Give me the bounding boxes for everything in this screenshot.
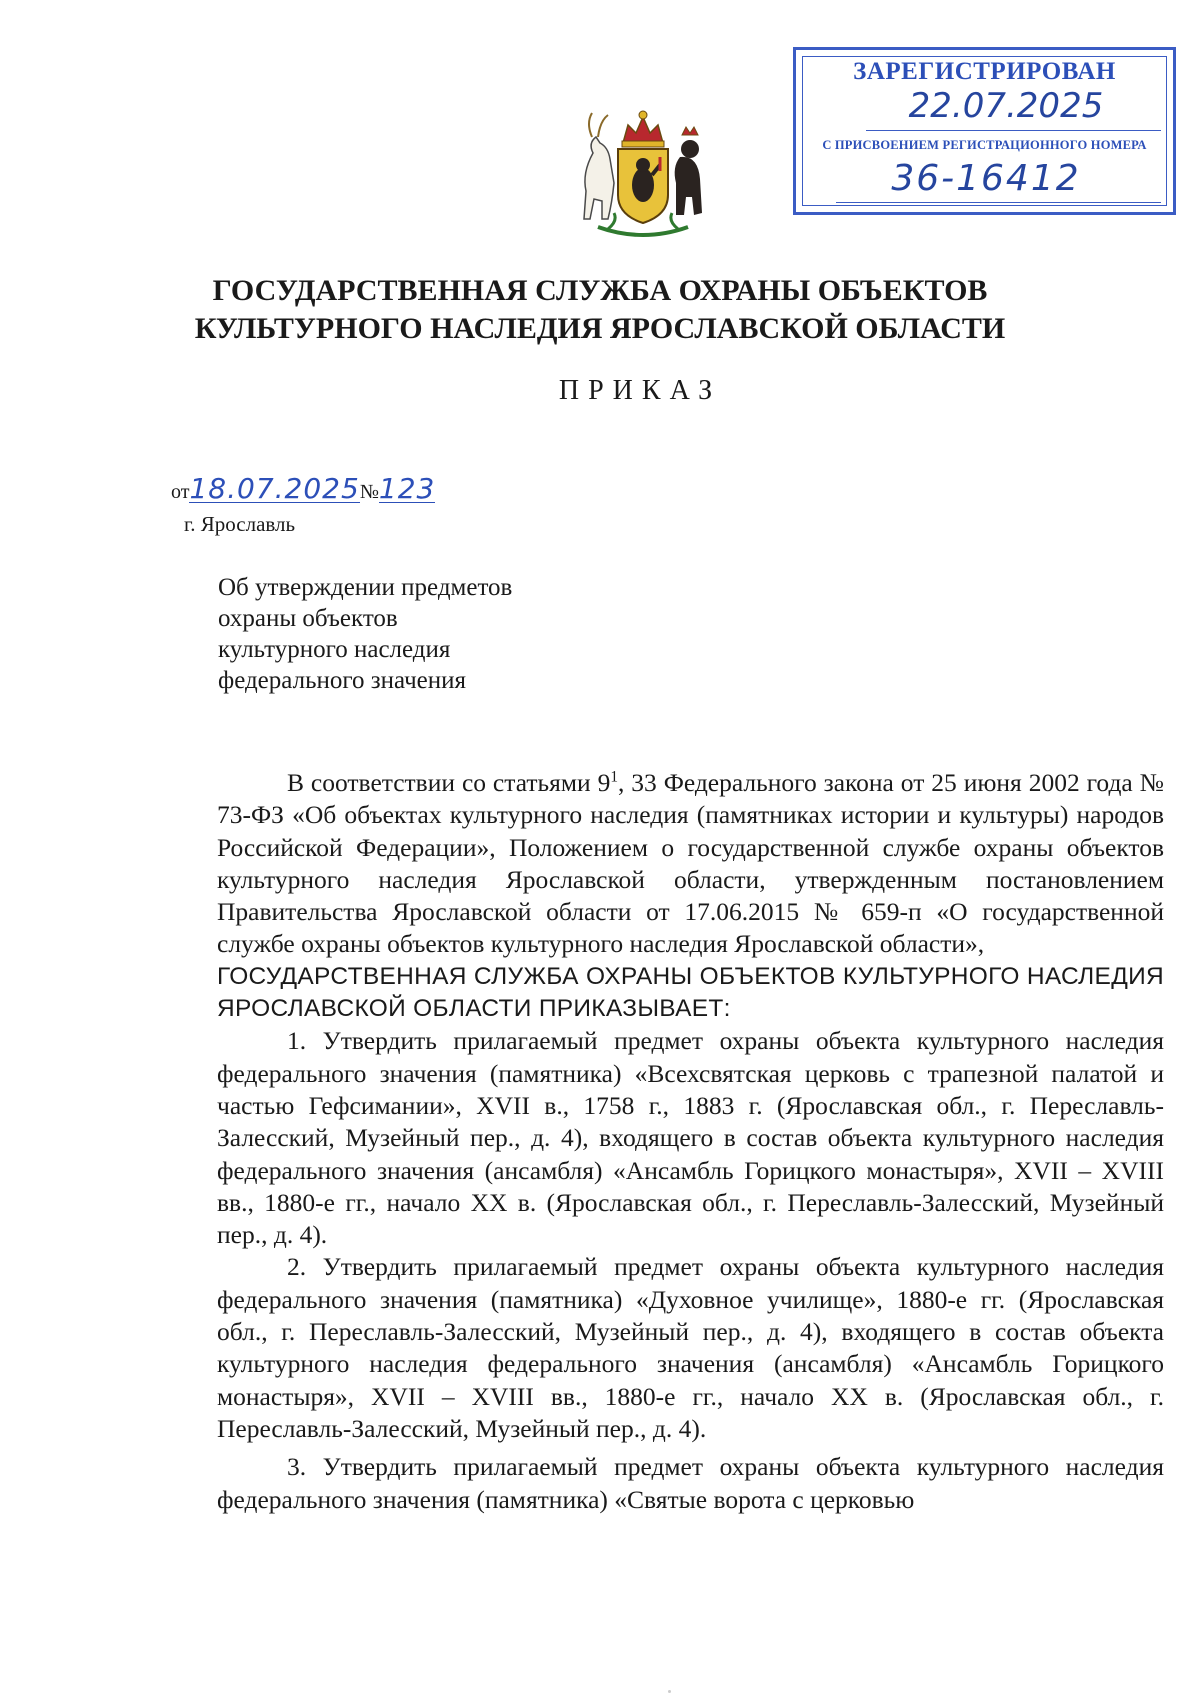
stamp-number-underline: [836, 202, 1161, 203]
subject-line-2: охраны объектов: [218, 605, 398, 632]
document-type: ПРИКАЗ: [558, 375, 722, 406]
stamp-date-underline: [866, 130, 1161, 131]
order-date: 18.07.2025: [189, 472, 360, 505]
yaroslavl-coat-of-arms-icon: [568, 103, 718, 249]
agency-name: [150, 272, 1050, 348]
order-phrase: ГОСУДАРСТВЕННАЯ СЛУЖБА ОХРАНЫ ОБЪЕКТОВ КУЛЬТУРНОГО НАСЛЕДИЯ ЯРОСЛАВСКОЙ ОБЛАСТИ ПРИКАЗЫВАЕТ:: [217, 962, 1164, 1023]
preamble-text-a: В соответствии со статьями 9: [287, 768, 611, 797]
stamp-date: 22.07.2025: [908, 86, 1104, 126]
preamble-paragraph: [217, 767, 1164, 961]
agency-name-line-2: КУЛЬТУРНОГО НАСЛЕДИЯ ЯРОСЛАВСКОЙ ОБЛАСТИ: [194, 312, 1006, 345]
number-label: №: [359, 481, 379, 503]
preamble-text-b: , 33 Федерального закона от 25 июня 2002 года № 73-ФЗ «Об объектах культурного наследия (памятниках истории и культуры) народов Российской Федерации», Положением о государственной службе охраны объектов культурного наследия Ярославской области, утвержденным постановлением Правительства Ярославской области от 17.06.2015 № 659-п «О государственной службе охраны объектов культурного наследия Ярославской области»,: [217, 768, 1164, 959]
city: г. Ярославль: [184, 512, 296, 536]
stamp-caption: С ПРИСВОЕНИЕМ РЕГИСТРАЦИОННОГО НОМЕРА: [822, 138, 1147, 152]
scan-speck: [668, 1690, 671, 1693]
order-item-1: 1. Утвердить прилагаемый предмет охраны объекта культурного наследия федерального значения (памятника) «Всехсвятская церковь с трапезной палатой и частью Гефсимании», XVII в., 1758 г., 1883 г. (Ярославская обл., г. Переславль-Залесский, Музейный пер., д. 4), входящего в состав объекта культурного наследия федерального значения (ансамбля) «Ансамбль Горицкого монастыря», XVII – XVIII вв., 1880-е гг., начало XX в. (Ярославская обл., г. Переславль-Залесский, Музейный пер., д. 4).: [217, 1026, 1164, 1250]
subject-line-1: Об утверждении предметов: [218, 574, 513, 601]
preamble-superscript: 1: [610, 768, 618, 786]
order-subject: [218, 572, 638, 696]
order-item-2: 2. Утвердить прилагаемый предмет охраны объекта культурного наследия федерального значения (памятника) «Духовное училище», 1880-е гг. (Ярославская обл., г. Переславль-Залесский, Музейный пер., д. 4), входящего в состав объекта культурного наследия федерального значения (ансамбля) «Ансамбль Горицкого монастыря», XVII – XVIII вв., 1880-е гг., начало XX в. (Ярославская обл., г. Переславль-Залесский, Музейный пер., д. 4).: [217, 1252, 1164, 1443]
subject-line-4: федерального значения: [218, 667, 467, 694]
order-date-line: [171, 472, 436, 505]
order-number: 123: [378, 472, 436, 505]
registration-stamp: [793, 47, 1176, 215]
stamp-number: 36-16412: [891, 158, 1081, 199]
agency-name-line-1: ГОСУДАРСТВЕННАЯ СЛУЖБА ОХРАНЫ ОБЪЕКТОВ: [212, 274, 988, 307]
document-body: [217, 767, 1164, 1516]
order-item-3: 3. Утвердить прилагаемый предмет охраны объекта культурного наследия федерального значения (памятника) «Святые ворота с церковью: [217, 1452, 1164, 1514]
subject-line-3: культурного наследия: [218, 636, 451, 663]
stamp-title: ЗАРЕГИСТРИРОВАН: [853, 58, 1116, 85]
from-label: от: [171, 481, 190, 503]
